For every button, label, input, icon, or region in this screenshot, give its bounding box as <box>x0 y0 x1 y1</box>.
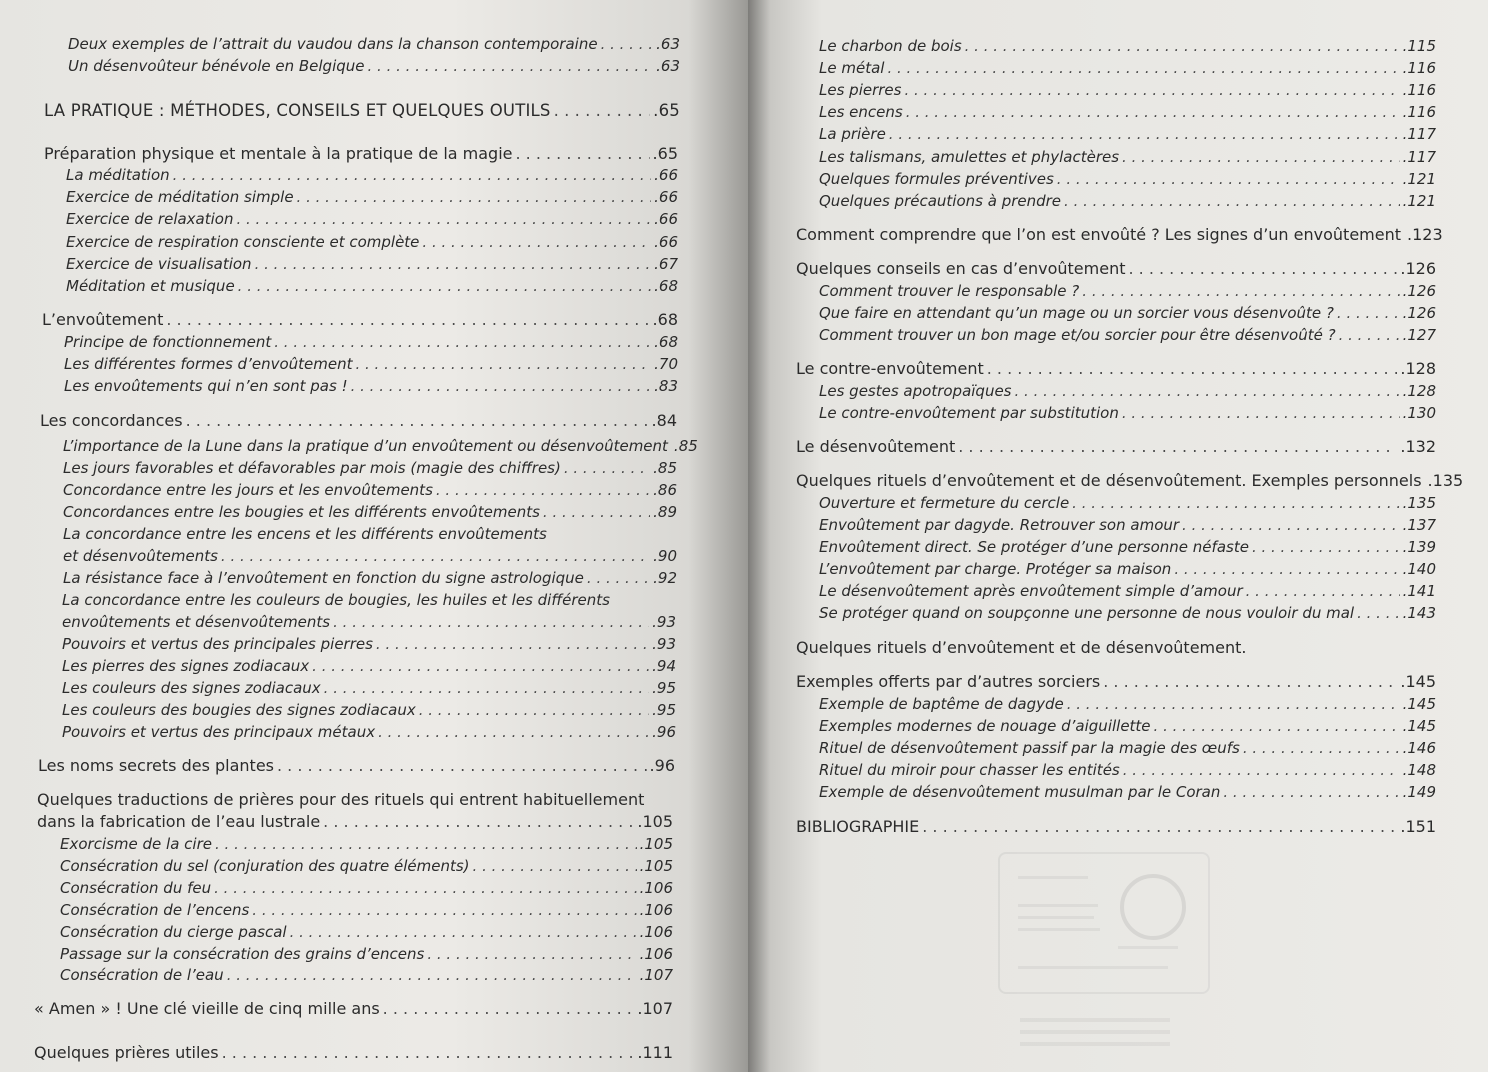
toc-entry <box>796 671 1436 693</box>
toc-entry <box>819 168 1436 190</box>
toc-page-number: .107 <box>639 966 673 984</box>
toc-entry <box>819 146 1436 168</box>
toc-page-number: .107 <box>637 999 673 1018</box>
toc-entry <box>60 855 673 877</box>
toc-entry <box>62 633 676 655</box>
toc-page-number: .106 <box>639 879 673 897</box>
toc-page-number: .63 <box>656 35 680 53</box>
toc-entry-title: Exercice de respiration consciente et complète <box>66 233 420 251</box>
toc-entry-title: LA PRATIQUE : MÉTHODES, CONSEILS ET QUELQUES OUTILS <box>44 101 551 120</box>
toc-page-number: .139 <box>1402 538 1436 556</box>
toc-entry <box>60 943 673 965</box>
toc-page-number: .106 <box>639 945 673 963</box>
toc-entry-title: Comment trouver le responsable ? <box>819 282 1080 300</box>
toc-page-number: .145 <box>1400 672 1436 691</box>
toc-entry <box>796 436 1436 458</box>
toc-entry-title: Exemples offerts par d’autres sorciers <box>796 672 1101 691</box>
toc-page-number: .105 <box>639 857 673 875</box>
toc-page-number: .132 <box>1400 437 1436 456</box>
toc-entry-title: Ouverture et fermeture du cercle <box>819 494 1070 512</box>
toc-entry <box>819 492 1436 514</box>
toc-entry-title: Le contre-envoûtement par substitution <box>819 404 1119 422</box>
toc-page-number: .67 <box>654 255 678 273</box>
toc-entry <box>819 280 1436 302</box>
toc-entry <box>819 35 1436 57</box>
toc-entry <box>62 699 676 721</box>
toc-entry-title: Concordances entre les bougies et les différents envoûtements <box>63 503 540 521</box>
toc-entry <box>63 567 677 589</box>
toc-entry-title: Pouvoirs et vertus des principales pierres <box>62 635 373 653</box>
toc-entry <box>62 677 676 699</box>
toc-entry-title: Les gestes apotropaïques <box>819 382 1012 400</box>
toc-entry-title: La concordance entre les couleurs de bougies, les huiles et les différents <box>62 591 610 609</box>
toc-entry <box>819 715 1436 737</box>
toc-entry-title: Le métal <box>819 59 885 77</box>
toc-entry <box>63 501 677 523</box>
toc-entry-title: La résistance face à l’envoûtement en fonction du signe astrologique <box>63 569 584 587</box>
toc-page-number: .145 <box>1402 717 1436 735</box>
toc-entry-title: Les envoûtements qui n’en sont pas ! <box>64 377 348 395</box>
toc-entry <box>796 224 1443 246</box>
toc-entry <box>819 123 1436 145</box>
toc-page-number: .121 <box>1402 192 1436 210</box>
stamp-emblem-icon <box>1120 874 1186 940</box>
toc-entry-title: Consécration du cierge pascal <box>60 923 287 941</box>
toc-entry <box>66 275 678 297</box>
toc-entry-title: Se protéger quand on soupçonne une personne de nous vouloir du mal <box>819 604 1355 622</box>
toc-entry-title: Le désenvoûtement <box>796 437 956 456</box>
toc-entry <box>63 435 698 457</box>
toc-page-number: .83 <box>654 377 678 395</box>
toc-entry-title: « Amen » ! Une clé vieille de cinq mille ans <box>34 999 380 1018</box>
toc-entry-title: L’envoûtement par charge. Protéger sa maison <box>819 560 1172 578</box>
toc-entry-title: Consécration de l’encens <box>60 901 250 919</box>
toc-entry <box>796 470 1464 492</box>
toc-entry <box>819 302 1436 324</box>
toc-entry-title: Le contre-envoûtement <box>796 359 984 378</box>
toc-page-number: .68 <box>654 277 678 295</box>
toc-entry <box>64 353 678 375</box>
toc-entry-title: Quelques conseils en cas d’envoûtement <box>796 259 1126 278</box>
toc-entry <box>66 231 678 253</box>
toc-entry-title: Quelques rituels d’envoûtement et de désenvoûtement. Exemples personnels <box>796 471 1422 490</box>
toc-entry <box>66 186 678 208</box>
toc-page-number: .126 <box>1400 259 1436 278</box>
toc-page-number: .66 <box>654 188 678 206</box>
toc-page-number: .127 <box>1402 326 1436 344</box>
toc-entry <box>819 101 1436 123</box>
toc-entry-title: Les différentes formes d’envoûtement <box>64 355 353 373</box>
toc-entry <box>819 602 1436 624</box>
toc-entry-title: La méditation <box>66 166 170 184</box>
toc-page-number: .84 <box>651 411 677 430</box>
toc-entry-title: Rituel de désenvoûtement passif par la magie des œufs <box>819 739 1240 757</box>
toc-entry-title: Un désenvoûteur bénévole en Belgique <box>68 57 365 75</box>
faded-stamp <box>998 852 1210 994</box>
toc-entry <box>819 558 1436 580</box>
toc-page-number: .111 <box>637 1043 673 1062</box>
toc-entry-title: Les pierres <box>819 81 902 99</box>
toc-entry-title: Consécration du sel (conjuration des quatre éléments) <box>60 857 470 875</box>
toc-entry-title: Le désenvoûtement après envoûtement simple d’amour <box>819 582 1243 600</box>
toc-entry <box>66 164 678 186</box>
toc-page-number: .89 <box>653 503 677 521</box>
toc-entry-title: Exercice de visualisation <box>66 255 252 273</box>
toc-entry <box>38 755 675 777</box>
toc-entry-title: Préparation physique et mentale à la pratique de la magie <box>44 144 513 163</box>
toc-entry-title: Les encens <box>819 103 903 121</box>
toc-page-number: .149 <box>1402 783 1436 801</box>
toc-page-number: .126 <box>1402 282 1436 300</box>
toc-page-number: .135 <box>1427 471 1464 490</box>
toc-page-number: .65 <box>653 101 680 120</box>
toc-page-number: .105 <box>639 835 673 853</box>
toc-entry-title: Consécration de l’eau <box>60 966 224 984</box>
toc-page-number: .123 <box>1407 225 1443 244</box>
toc-entry <box>62 721 676 743</box>
toc-entry <box>819 190 1436 212</box>
toc-entry <box>37 811 673 833</box>
toc-page-number: .96 <box>652 723 676 741</box>
toc-entry-title: Les pierres des signes zodiacaux <box>62 657 310 675</box>
toc-page-number: .93 <box>652 635 676 653</box>
toc-entry <box>819 759 1436 781</box>
toc-page-number: .95 <box>652 701 676 719</box>
toc-entry <box>62 655 676 677</box>
toc-entry-title: Exemples modernes de nouage d’aiguillette <box>819 717 1151 735</box>
toc-page-number: .105 <box>637 812 673 831</box>
toc-entry-title: Le charbon de bois <box>819 37 962 55</box>
toc-page-number: .94 <box>652 657 676 675</box>
toc-entry-title: Deux exemples de l’attrait du vaudou dans la chanson contemporaine <box>68 35 598 53</box>
toc-entry-title: Quelques traductions de prières pour des rituels qui entrent habituellement <box>37 790 645 809</box>
toc-page-number: .66 <box>654 210 678 228</box>
toc-section-heading <box>44 100 680 122</box>
toc-entry-title: Consécration du feu <box>60 879 212 897</box>
toc-entry-title: Exemple de désenvoûtement musulman par le Coran <box>819 783 1221 801</box>
toc-entry-title: Envoûtement par dagyde. Retrouver son amour <box>819 516 1180 534</box>
toc-entry-title: Principe de fonctionnement <box>64 333 272 351</box>
toc-page-number: .141 <box>1402 582 1436 600</box>
toc-entry-title: La prière <box>819 125 886 143</box>
toc-entry-title: Comment trouver un bon mage et/ou sorcier pour être désenvoûté ? <box>819 326 1336 344</box>
toc-page-number: .130 <box>1402 404 1436 422</box>
toc-entry <box>60 921 673 943</box>
toc-page-number: .96 <box>649 756 675 775</box>
toc-entry <box>819 57 1436 79</box>
toc-page-number: .145 <box>1402 695 1436 713</box>
toc-entry-title: Envoûtement direct. Se protéger d’une personne néfaste <box>819 538 1249 556</box>
toc-page-number: .68 <box>654 333 678 351</box>
toc-entry <box>819 402 1436 424</box>
toc-page-number: .68 <box>652 310 678 329</box>
toc-page-number: .115 <box>1402 37 1436 55</box>
toc-entry <box>819 324 1436 346</box>
toc-page-number: .106 <box>639 923 673 941</box>
toc-page-number: .128 <box>1400 359 1436 378</box>
toc-entry-title: Les noms secrets des plantes <box>38 756 274 775</box>
toc-entry-title: BIBLIOGRAPHIE <box>796 817 920 836</box>
toc-entry-title: Quelques formules préventives <box>819 170 1054 188</box>
toc-entry-title: Les talismans, amulettes et phylactères <box>819 148 1120 166</box>
toc-entry <box>819 380 1436 402</box>
toc-page-number: .66 <box>654 233 678 251</box>
toc-entry-continuation: envoûtements et désenvoûtements <box>62 613 331 631</box>
toc-section-title: Quelques rituels d’envoûtement et de désenvoûtement. <box>796 638 1247 657</box>
toc-page-number: .143 <box>1402 604 1436 622</box>
toc-page-number: .148 <box>1402 761 1436 779</box>
toc-page-number: .117 <box>1402 125 1436 143</box>
toc-page-number: .137 <box>1402 516 1436 534</box>
toc-page-number: .151 <box>1400 817 1436 836</box>
toc-entry <box>68 33 680 55</box>
toc-entry <box>66 253 678 275</box>
toc-entry-title: Quelques précautions à prendre <box>819 192 1062 210</box>
toc-page-number: .93 <box>652 613 676 631</box>
toc-page-number: .116 <box>1402 59 1436 77</box>
toc-entry <box>40 410 677 432</box>
toc-page-number: .106 <box>639 901 673 919</box>
toc-entry <box>819 693 1436 715</box>
toc-entry <box>68 55 680 77</box>
toc-entry <box>60 899 673 921</box>
toc-page-number: .70 <box>654 355 678 373</box>
toc-entry <box>34 1042 673 1064</box>
toc-entry-title: L’importance de la Lune dans la pratique d’un envoûtement ou désenvoûtement <box>63 437 668 455</box>
toc-page-number: .66 <box>654 166 678 184</box>
toc-page-number: .146 <box>1402 739 1436 757</box>
toc-entry <box>42 309 678 331</box>
toc-entry-title: Rituel du miroir pour chasser les entités <box>819 761 1120 779</box>
toc-page-number: .63 <box>656 57 680 75</box>
toc-entry-title: Exercice de relaxation <box>66 210 234 228</box>
toc-page-number: .140 <box>1402 560 1436 578</box>
toc-entry-continuation: dans la fabrication de l’eau lustrale <box>37 812 321 831</box>
toc-entry-title: Que faire en attendant qu’un mage ou un sorcier vous désenvoûte ? <box>819 304 1334 322</box>
toc-entry-title: Comment comprendre que l’on est envoûté ? Les signes d’un envoûtement <box>796 225 1401 244</box>
toc-page-number: .126 <box>1402 304 1436 322</box>
toc-page-number: .86 <box>653 481 677 499</box>
toc-entry <box>796 816 1436 838</box>
toc-entry <box>819 781 1436 803</box>
toc-entry <box>44 143 678 165</box>
toc-entry-title: Les couleurs des bougies des signes zodiacaux <box>62 701 416 719</box>
toc-page-number: .92 <box>653 569 677 587</box>
toc-page-number: .135 <box>1402 494 1436 512</box>
toc-entry <box>819 514 1436 536</box>
toc-entry-title: Les concordances <box>40 411 183 430</box>
toc-page-number: .116 <box>1402 81 1436 99</box>
toc-entry-title: Exercice de méditation simple <box>66 188 294 206</box>
toc-page-number: .116 <box>1402 103 1436 121</box>
toc-page-number: .90 <box>653 547 677 565</box>
toc-entry <box>819 580 1436 602</box>
toc-entry-continuation: et désenvoûtements <box>63 547 218 565</box>
toc-page-number: .85 <box>673 437 698 455</box>
toc-entry-title: Exemple de baptême de dagyde <box>819 695 1064 713</box>
toc-entry-title: Quelques prières utiles <box>34 1043 219 1062</box>
toc-entry-title: Les jours favorables et défavorables par mois (magie des chiffres) <box>63 459 561 477</box>
toc-entry-title: Exorcisme de la cire <box>60 835 212 853</box>
toc-entry <box>64 331 678 353</box>
toc-entry-title: Les couleurs des signes zodiacaux <box>62 679 321 697</box>
toc-page-number: .65 <box>652 144 678 163</box>
toc-entry-title: Méditation et musique <box>66 277 235 295</box>
toc-page-number: .95 <box>652 679 676 697</box>
toc-entry-title: La concordance entre les encens et les différents envoûtements <box>63 525 547 543</box>
toc-entry <box>60 833 673 855</box>
toc-entry <box>796 358 1436 380</box>
toc-entry-title: Concordance entre les jours et les envoûtements <box>63 481 433 499</box>
toc-page-number: .117 <box>1402 148 1436 166</box>
toc-entry <box>63 457 677 479</box>
toc-entry <box>63 545 677 567</box>
toc-page-number: .85 <box>653 459 677 477</box>
toc-page-number: .128 <box>1402 382 1436 400</box>
toc-entry <box>796 258 1436 280</box>
toc-page-number: .121 <box>1402 170 1436 188</box>
toc-entry <box>66 208 678 230</box>
toc-entry <box>62 611 676 633</box>
toc-entry <box>34 998 673 1020</box>
toc-entry <box>819 737 1436 759</box>
toc-entry-title: Pouvoirs et vertus des principaux métaux <box>62 723 376 741</box>
toc-entry <box>819 79 1436 101</box>
toc-entry <box>63 479 677 501</box>
toc-entry-title: L’envoûtement <box>42 310 164 329</box>
faded-print-bleed <box>1020 1018 1170 1054</box>
toc-entry <box>64 375 678 397</box>
toc-entry <box>819 536 1436 558</box>
toc-entry <box>60 964 673 986</box>
toc-entry-title: Passage sur la consécration des grains d’encens <box>60 945 425 963</box>
toc-entry <box>60 877 673 899</box>
